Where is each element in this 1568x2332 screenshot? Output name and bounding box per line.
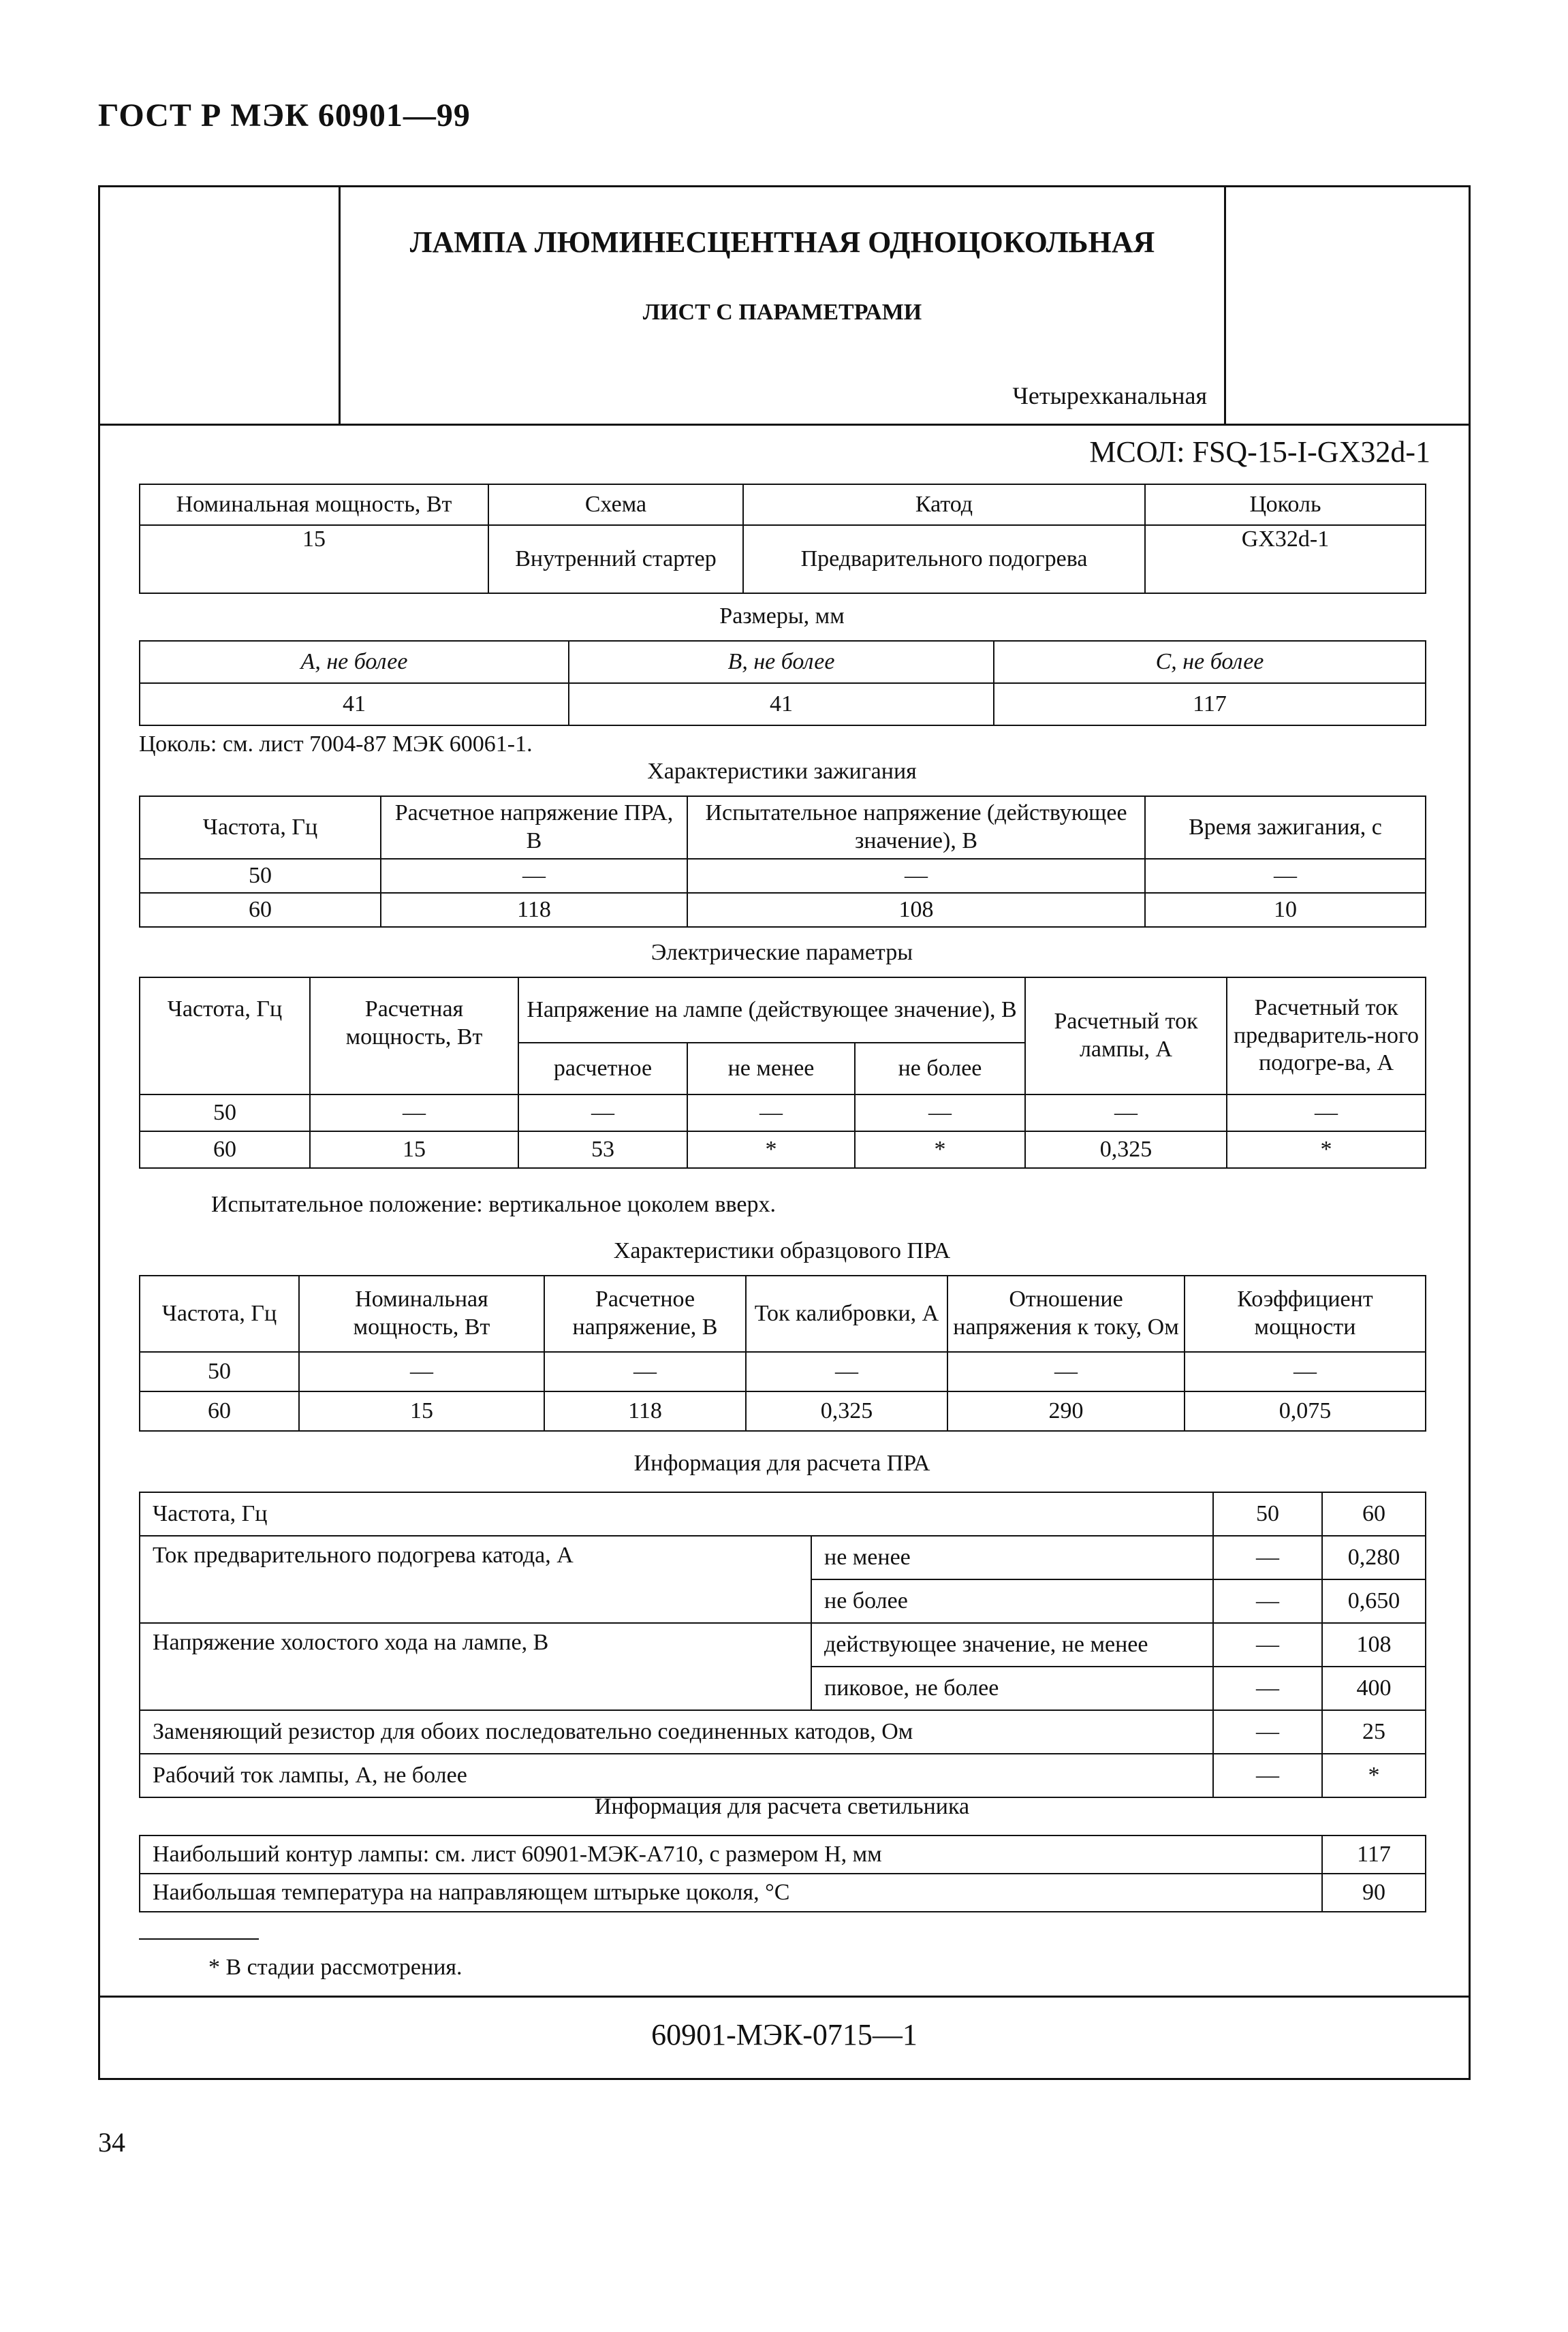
table-cell: Рабочий ток лампы, А, не более [140, 1754, 1213, 1797]
ballast-info-caption: Информация для расчета ПРА [633, 1451, 930, 1476]
table-header: Частота, Гц [140, 796, 381, 859]
table-cell: 117 [994, 683, 1426, 725]
table-cell: — [1227, 1094, 1426, 1131]
main-table [139, 484, 1426, 594]
table-cell: — [1213, 1579, 1322, 1623]
table-cell: 10 [1145, 893, 1426, 927]
ballast-info-table [139, 1492, 1426, 1798]
footnote: * В стадии рассмотрения. [208, 1955, 462, 1980]
table-header: Напряжение на лампе (действующее значение), В [518, 977, 1025, 1043]
table-cell: 0,650 [1322, 1579, 1426, 1623]
table-cell: — [518, 1094, 687, 1131]
table-header: Расчетная мощность, Вт [310, 977, 518, 1094]
table-header: не менее [687, 1043, 855, 1094]
table-cell: 118 [381, 893, 687, 927]
table-cell: Предварительного подогрева [743, 525, 1145, 593]
table-cell: * [1227, 1131, 1426, 1168]
table-cell: — [1145, 859, 1426, 893]
table-header: Схема [488, 484, 743, 525]
table-cell: — [1213, 1667, 1322, 1710]
table-cell: — [1213, 1754, 1322, 1797]
electrical-table [139, 977, 1426, 1169]
table-header: Испытательное напряжение (действующее значение), В [687, 796, 1145, 859]
ignition-table [139, 795, 1426, 928]
table-cell: — [1025, 1094, 1227, 1131]
table-cell: 0,280 [1322, 1536, 1426, 1579]
table-cell: — [687, 1094, 855, 1131]
table-header: Номинальная мощность, Вт [140, 484, 488, 525]
table-cell: Наибольшая температура на направляющем штырьке цоколя, °С [140, 1874, 1322, 1912]
sheet-title: ЛАМПА ЛЮМИНЕСЦЕНТНАЯ ОДНОЦОКОЛЬНАЯ [409, 225, 1155, 259]
table-header: Расчетное напряжение ПРА, В [381, 796, 687, 859]
table-cell: не более [811, 1579, 1213, 1623]
table-cell: — [746, 1352, 947, 1391]
table-cell: 118 [544, 1391, 746, 1431]
table-header: Частота, Гц [140, 1276, 299, 1352]
table-header: Расчетное напряжение, В [544, 1276, 746, 1352]
table-cell: — [299, 1352, 544, 1391]
sheet-subtitle: ЛИСТ С ПАРАМЕТРАМИ [642, 300, 922, 325]
table-header: Расчетный ток лампы, А [1025, 977, 1227, 1094]
table-header: C, не более [994, 641, 1426, 683]
test-position: Испытательное положение: вертикальное цоколем вверх. [211, 1192, 776, 1217]
table-cell: — [1213, 1623, 1322, 1667]
luminaire-info-caption: Информация для расчета светильника [594, 1794, 970, 1819]
table-cell: — [1185, 1352, 1426, 1391]
table-cell: * [1322, 1754, 1426, 1797]
table-cell: 60 [140, 893, 381, 927]
table-cell: не менее [811, 1536, 1213, 1579]
table-cell: 0,325 [746, 1391, 947, 1431]
table-cell: * [687, 1131, 855, 1168]
table-cell: 15 [140, 525, 488, 593]
table-cell: 15 [310, 1131, 518, 1168]
table-cell: 60 [1322, 1492, 1426, 1536]
table-header: Ток калибровки, А [746, 1276, 947, 1352]
lamp-type: Четырехканальная [1012, 382, 1207, 409]
frame-divider-right [1224, 185, 1226, 425]
sheet-number: 60901-МЭК-0715—1 [651, 2018, 918, 2051]
table-header: A, не более [140, 641, 569, 683]
table-cell: 41 [140, 683, 569, 725]
dimensions-caption: Размеры, мм [719, 603, 845, 629]
table-cell: 50 [140, 859, 381, 893]
table-header: Цоколь [1145, 484, 1426, 525]
table-cell: * [855, 1131, 1025, 1168]
table-header: Время зажигания, с [1145, 796, 1426, 859]
table-cell: 400 [1322, 1667, 1426, 1710]
table-header: Частота, Гц [140, 977, 310, 1094]
table-header: Номинальная мощность, Вт [299, 1276, 544, 1352]
table-cell: 60 [140, 1391, 299, 1431]
document-header: ГОСТ Р МЭК 60901—99 [98, 97, 471, 133]
table-header: не более [855, 1043, 1025, 1094]
table-cell: — [310, 1094, 518, 1131]
base-note: Цоколь: см. лист 7004-87 МЭК 60061-1. [139, 731, 533, 757]
table-cell: — [1213, 1536, 1322, 1579]
table-cell: Наибольший контур лампы: см. лист 60901-МЭК-А710, с размером H, мм [140, 1835, 1322, 1874]
page-number: 34 [98, 2127, 125, 2158]
table-cell: Частота, Гц [140, 1492, 1213, 1536]
ignition-caption: Характеристики зажигания [647, 759, 917, 784]
frame-divider-header [98, 424, 1471, 426]
table-cell: 117 [1322, 1835, 1426, 1874]
table-cell: Напряжение холостого хода на лампе, В [140, 1623, 811, 1710]
table-cell: 50 [1213, 1492, 1322, 1536]
table-cell: — [687, 859, 1145, 893]
table-cell: 41 [569, 683, 994, 725]
table-cell: Внутренний стартер [488, 525, 743, 593]
table-cell: действующее значение, не менее [811, 1623, 1213, 1667]
table-cell: — [1213, 1710, 1322, 1754]
table-cell: пиковое, не более [811, 1667, 1213, 1710]
ballast-table [139, 1275, 1426, 1432]
luminaire-info-table [139, 1835, 1426, 1912]
table-cell: 25 [1322, 1710, 1426, 1754]
table-cell: GX32d-1 [1145, 525, 1426, 593]
table-cell: 108 [1322, 1623, 1426, 1667]
table-cell: Заменяющий резистор для обоих последовательно соединенных катодов, Ом [140, 1710, 1213, 1754]
table-cell: 290 [947, 1391, 1185, 1431]
table-cell: 60 [140, 1131, 310, 1168]
dimensions-table [139, 640, 1426, 726]
table-cell: 0,075 [1185, 1391, 1426, 1431]
lamp-code: МСОЛ: FSQ-15-I-GX32d-1 [1089, 435, 1430, 469]
table-cell: 53 [518, 1131, 687, 1168]
table-header: Катод [743, 484, 1145, 525]
table-cell: — [855, 1094, 1025, 1131]
footnote-rule [139, 1938, 259, 1940]
table-cell: — [381, 859, 687, 893]
table-header: B, не более [569, 641, 994, 683]
electrical-caption: Электрические параметры [650, 940, 913, 965]
table-cell: — [947, 1352, 1185, 1391]
table-cell: — [544, 1352, 746, 1391]
table-header: Коэффициент мощности [1185, 1276, 1426, 1352]
table-cell: 108 [687, 893, 1145, 927]
table-cell: 90 [1322, 1874, 1426, 1912]
table-cell: 15 [299, 1391, 544, 1431]
table-cell: Ток предварительного подогрева катода, А [140, 1536, 811, 1623]
ballast-caption: Характеристики образцового ПРА [613, 1238, 951, 1263]
table-header: расчетное [518, 1043, 687, 1094]
table-cell: 50 [140, 1094, 310, 1131]
table-header: Отношение напряжения к току, Ом [947, 1276, 1185, 1352]
table-cell: 50 [140, 1352, 299, 1391]
table-header: Расчетный ток предваритель-ного подогре-ва, А [1227, 977, 1426, 1094]
frame-divider-footer [98, 1996, 1471, 1998]
table-cell: 0,325 [1025, 1131, 1227, 1168]
